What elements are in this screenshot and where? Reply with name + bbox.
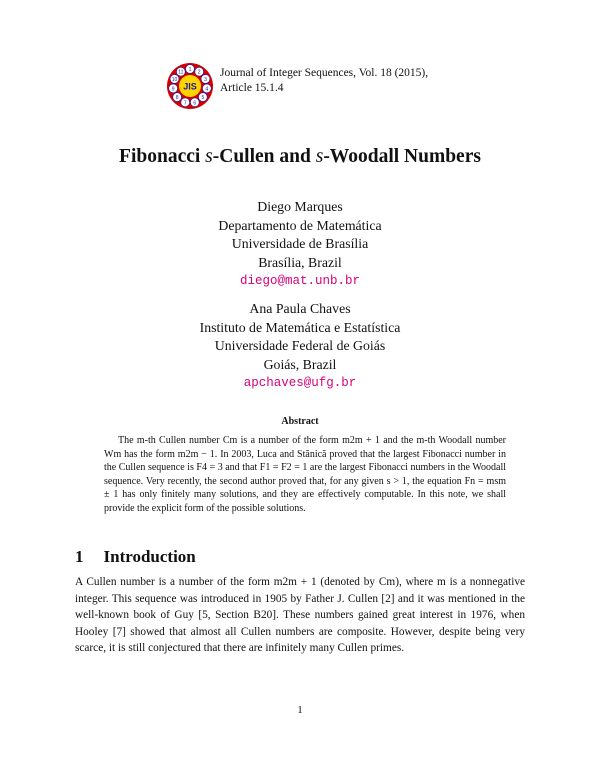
introduction-paragraph: A Cullen number is a number of the form m2m + 1 (denoted by Cm), where m is a nonnegative integer. This sequence was introduced in 1905 by Father J. Cullen [2] and it was mentioned in the well-known book of Guy [5, Section B20]. These numbers gained great interest in 1976, when Hooley [7] showed that almost all Cullen numbers are composite. However, despite being very scarce, it is still conjectured that there are infinitely many Cullen primes. bbox=[75, 576, 525, 655]
journal-citation-line2: Article 15.1.4 bbox=[220, 82, 284, 94]
author-university: Universidade de Brasília bbox=[231, 236, 369, 251]
logo-ball-number: 6 bbox=[193, 100, 197, 107]
author-location: Brasília, Brazil bbox=[258, 254, 342, 270]
author-department: Instituto de Matemática e Estatística bbox=[199, 319, 401, 335]
logo-ball-number: 1 bbox=[188, 67, 192, 73]
page-number: 1 bbox=[297, 704, 303, 716]
abstract-body: The m-th Cullen number Cm is a number of the form m2m + 1 and the m-th Woodall number Wm has the form m2m − 1. In 2003, Luca and Stănică proved that the largest Fibonacci number in the Cullen sequence is F4 = 3 and that F1 = F2 = 1 are the largest Fibonacci numbers in the Woodall sequence. Very recently, the second author proved that, for any given s > 1, the equation Fn = msm ± 1 has only finitely many solutions, and they are effectively computable. In this note, we shall provide the explicit form of the possible solutions. bbox=[104, 435, 506, 514]
section-number: 1 bbox=[75, 547, 84, 566]
logo-ball-number: 2 bbox=[197, 69, 201, 76]
author-email-link[interactable]: diego@mat.unb.br bbox=[239, 274, 361, 288]
jis-logo-icon bbox=[166, 62, 214, 110]
section-heading bbox=[75, 547, 196, 567]
author-name: Ana Paula Chaves bbox=[249, 301, 351, 316]
author-block-2 bbox=[0, 300, 600, 393]
abstract-heading: Abstract bbox=[281, 416, 319, 427]
logo-ball-number: 7 bbox=[183, 100, 187, 107]
section-title: Introduction bbox=[103, 547, 196, 566]
journal-citation-line1: Journal of Integer Sequences, Vol. 18 (2015), bbox=[220, 67, 429, 79]
logo-ball-number: 5 bbox=[201, 95, 205, 102]
journal-header bbox=[166, 62, 428, 110]
author-university: Universidade Federal de Goiás bbox=[214, 338, 386, 353]
author-location: Goiás, Brazil bbox=[263, 356, 337, 372]
logo-ball-number: 4 bbox=[205, 86, 209, 93]
paper-title: Fibonacci s-Cullen and s-Woodall Numbers bbox=[119, 146, 481, 167]
logo-text: JIS bbox=[183, 81, 197, 92]
logo-ball-number: 11 bbox=[178, 69, 184, 76]
logo-ball-number: 9 bbox=[171, 86, 175, 93]
author-name: Diego Marques bbox=[257, 199, 343, 214]
author-email-link[interactable]: apchaves@ufg.br bbox=[243, 376, 357, 390]
logo-ball-number: 3 bbox=[204, 76, 207, 83]
logo-ball-number: 8 bbox=[175, 95, 179, 102]
author-block-1 bbox=[0, 198, 600, 291]
logo-ball-number: 10 bbox=[171, 76, 178, 83]
author-department: Departamento de Matemática bbox=[218, 217, 382, 233]
